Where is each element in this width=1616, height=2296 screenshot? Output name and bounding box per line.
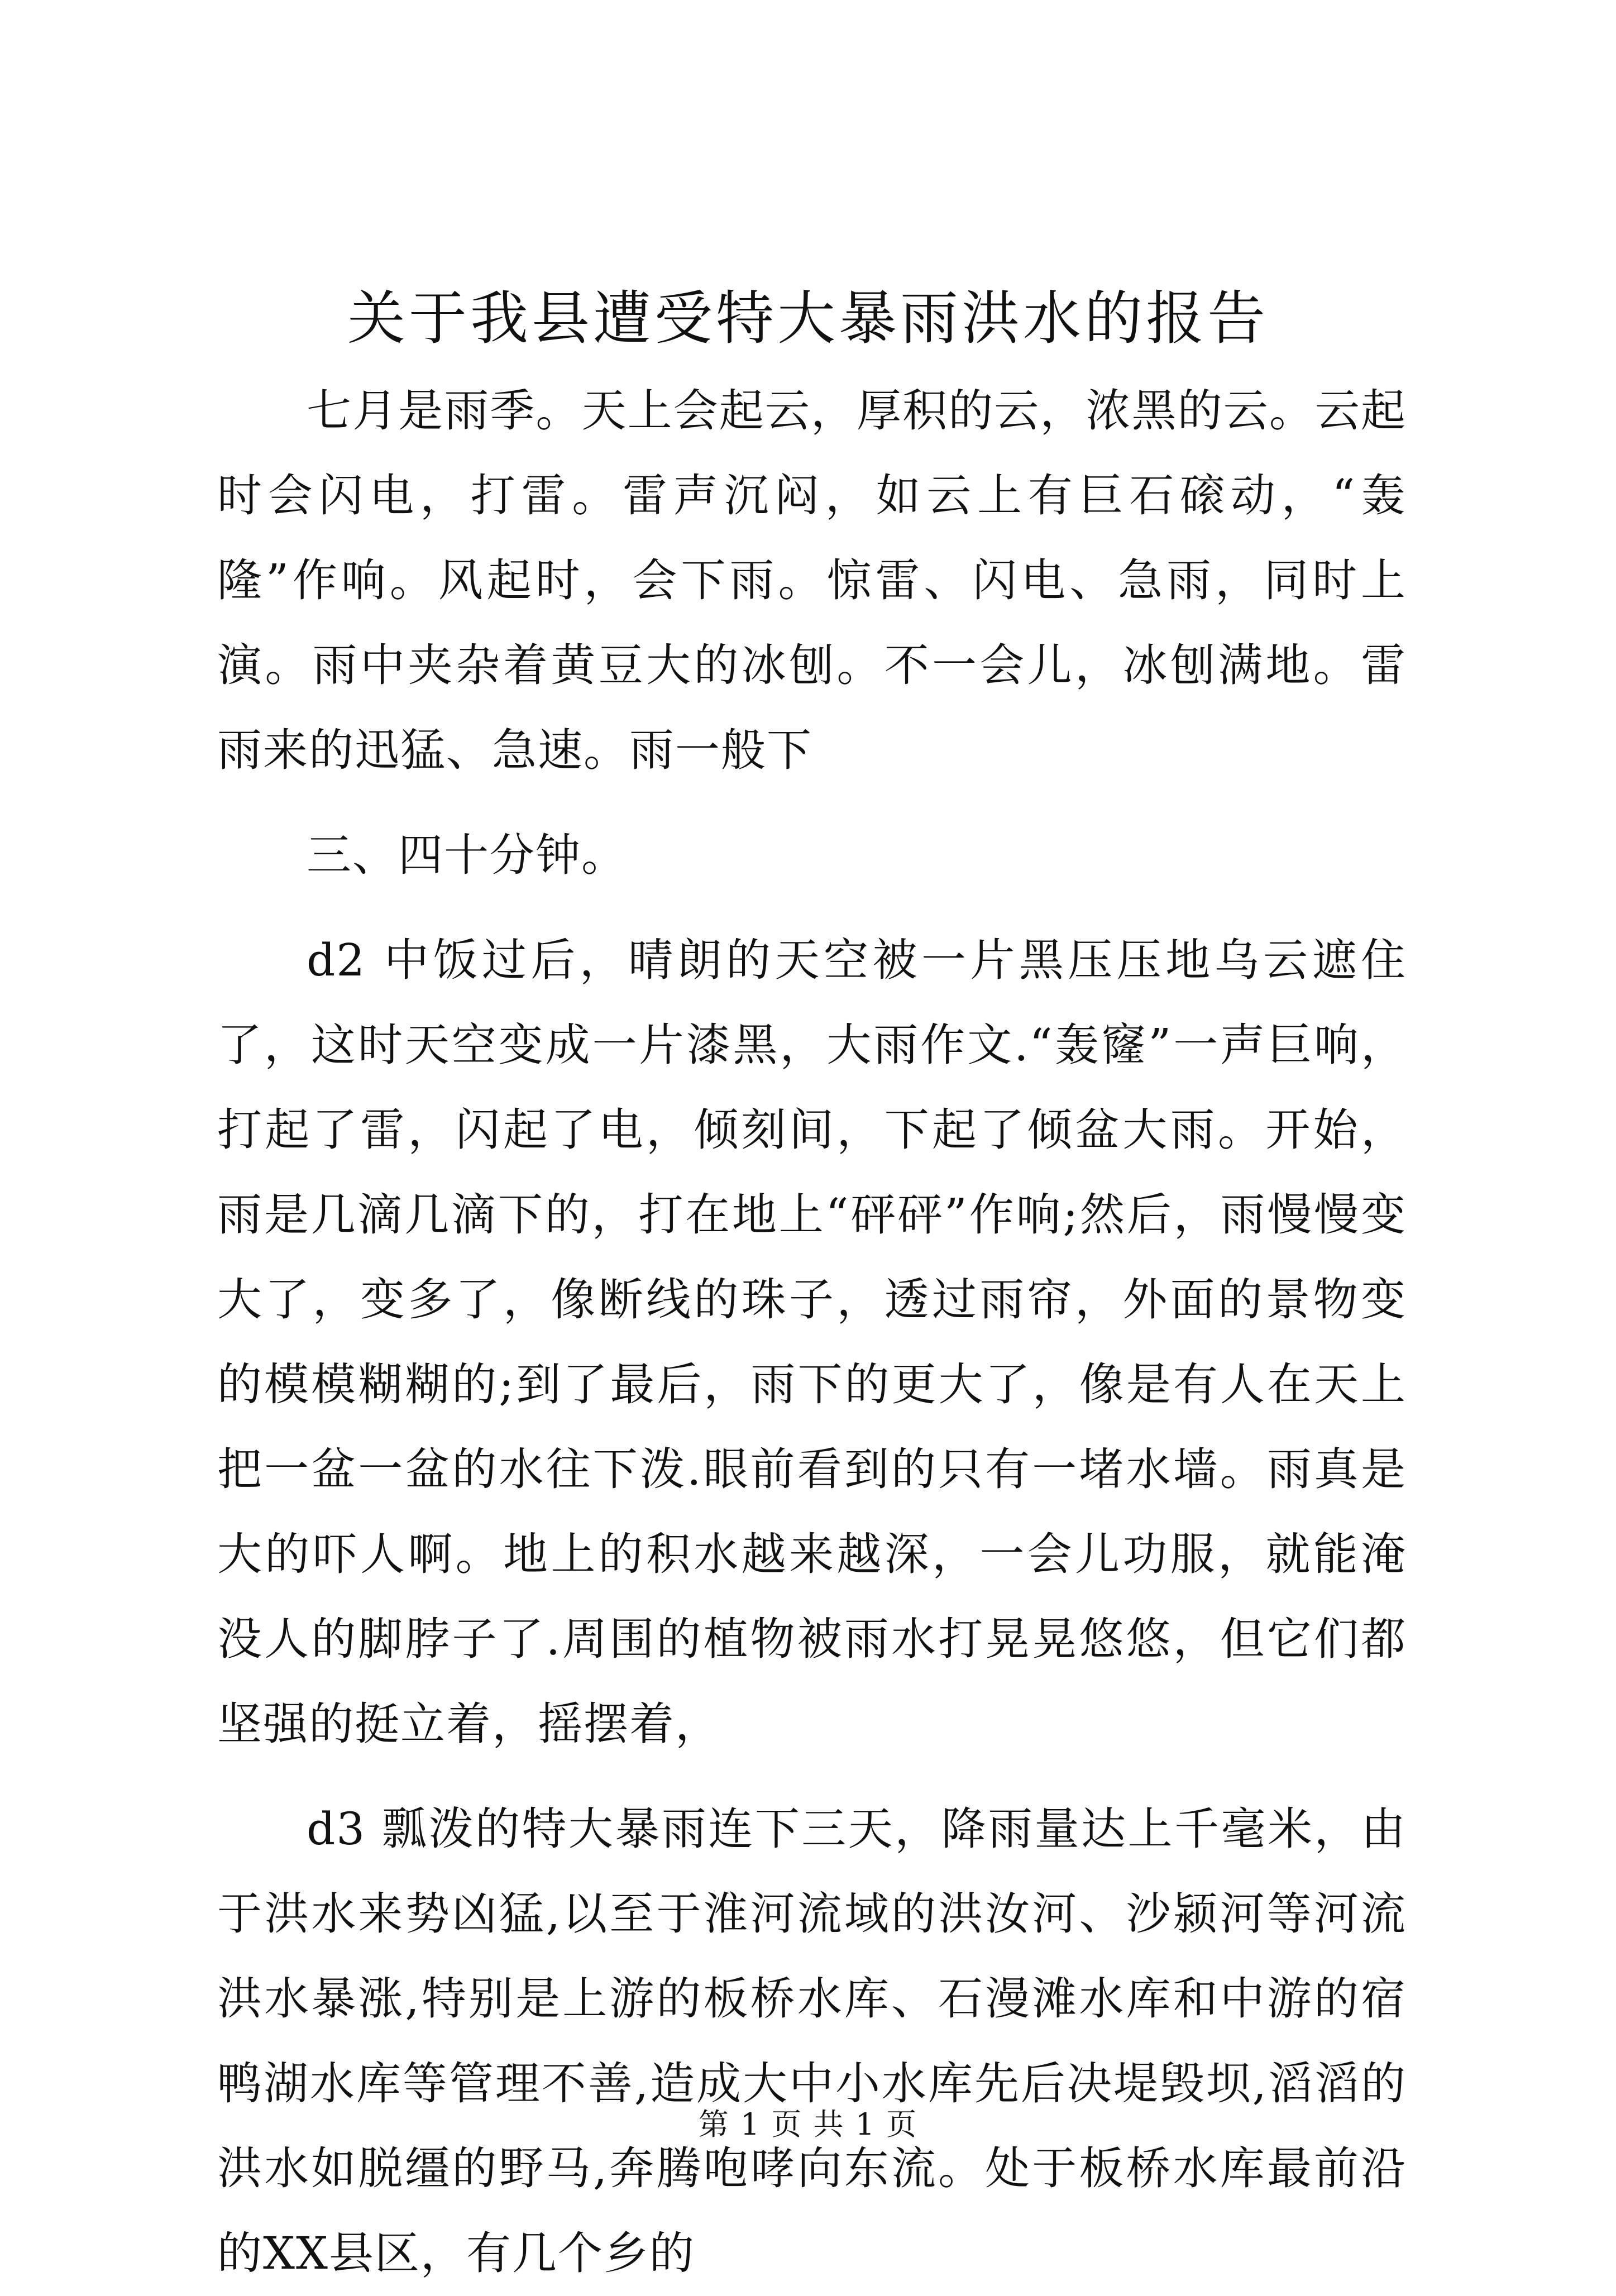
paragraph-4: d3 瓢泼的特大暴雨连下三天，降雨量达上千毫米，由于洪水来势凶猛,以至于淮河流域的洪汝河、沙颍河等河流洪水暴涨,特别是上游的板桥水库、石漫滩水库和中游的宿鸭湖水库等管理不善,造成大中小水库先后决堤毁坝,滔滔的洪水如脱缰的野马,奔腾咆哮向东流。处于板桥水库最前沿的XX县区，有几个乡的 bbox=[217, 1803, 1407, 2279]
paragraph-1: 七月是雨季。天上会起云，厚积的云，浓黑的云。云起时会闪电，打雷。雷声沉闷，如云上有巨石磙动，“轰隆”作响。风起时，会下雨。惊雷、闪电、急雨，同时上演。雨中夹杂着黄豆大的冰刨。不一会儿，冰刨满地。雷雨来的迅猛、急速。雨一般下 bbox=[217, 385, 1407, 776]
paragraph-3: d2 中饭过后，晴朗的天空被一片黑压压地乌云遮住了，这时天空变成一片漆黑，大雨作文.“轰窿”一声巨响，打起了雷，闪起了电，倾刻间，下起了倾盆大雨。开始，雨是几滴几滴下的，打在地上“砰砰”作响;然后，雨慢慢变大了，变多了，像断线的珠子，透过雨帘，外面的景物变的模模糊糊的;到了最后，雨下的更大了，像是有人在天上把一盆一盆的水往下泼.眼前看到的只有一堵水墙。雨真是大的吓人啊。地上的积水越来越深，一会儿功服，就能淹没人的脚脖子了.周围的植物被雨水打晃晃悠悠，但它们都坚强的挺立着，摇摆着， bbox=[217, 934, 1407, 1750]
page-footer: 第 1 页 共 1 页 bbox=[698, 2107, 918, 2142]
document-body bbox=[217, 369, 1407, 2296]
document-title: 关于我县遭受特大暴雨洪水的报告 bbox=[347, 284, 1269, 352]
paragraph-2: 三、四十分钟。 bbox=[307, 829, 627, 881]
